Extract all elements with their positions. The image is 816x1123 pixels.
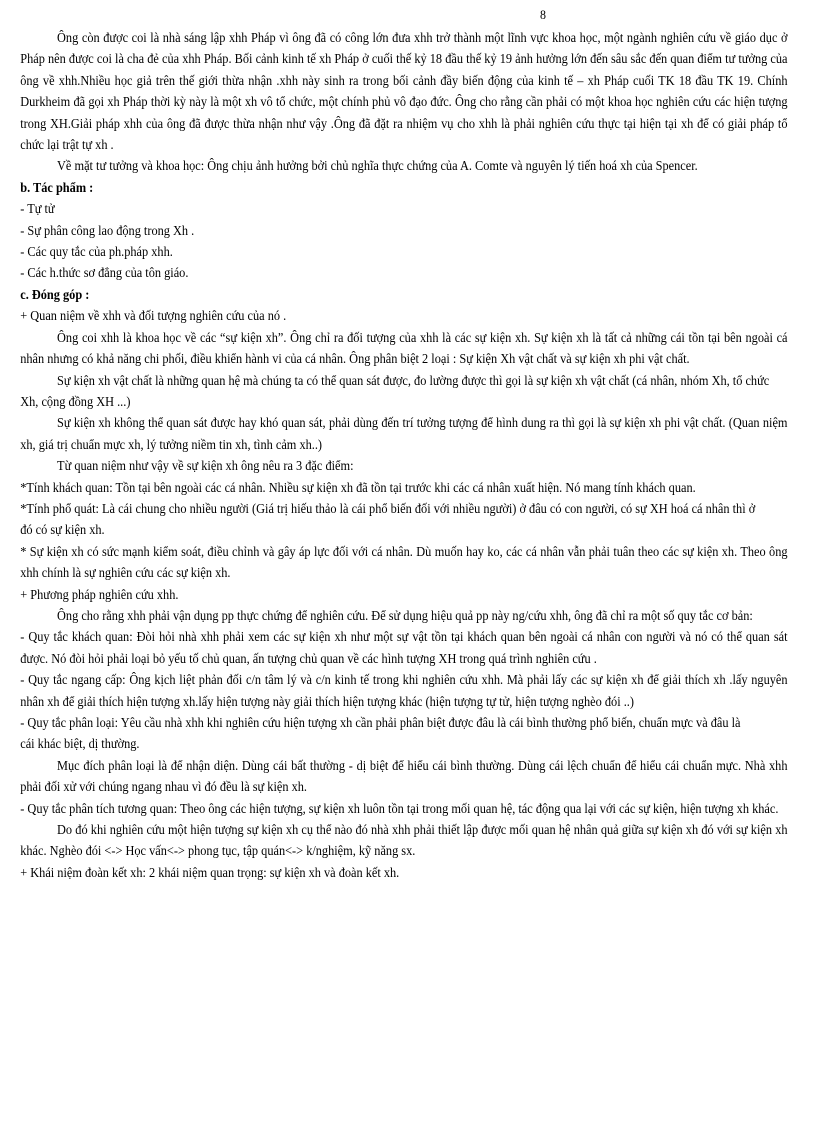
paragraph-three-features: Từ quan niệm như vậy về sự kiện xh ông nêu ra 3 đặc điểm:: [57, 458, 354, 474]
paragraph-ideological-influence: Về mặt tư tưởng và khoa học: Ông chịu ảnh hưởng bởi chủ nghĩa thực chứng của A. Comte và nguyên lý tiến hoá xh của Spencer.: [57, 158, 698, 174]
rule-objective: - Quy tắc khách quan: Đòi hỏi nhà xhh phải xem các sự kiện xh như một sự vật tồn tại khách quan bên ngoài cá nhân con người và nó có thể quan sát được. Nó đòi hỏi phải loại bỏ yếu tố chủ quan, ấn tượng chủ quan về các hình tượng XH trong quá trình nghiên cứu .: [20, 629, 788, 666]
page-number: 8: [540, 7, 547, 22]
feature-objectivity: *Tính khách quan: Tồn tại bên ngoài các cá nhân. Nhiều sự kiện xh đã tồn tại trước khi các cá nhân xuất hiện. Nó mang tính khách quan.: [20, 479, 696, 495]
list-item-work: - Các h.thức sơ đẳng của tôn giáo.: [20, 265, 189, 281]
paragraph-durkheim-background: Ông còn được coi là nhà sáng lập xhh Pháp vì ông đã có công lớn đưa xhh trở thành một lĩnh vực khoa học, một ngành nghiên cứu về giáo dục ở Pháp nên được coi là cha đẻ của xhh Pháp. Bối cảnh kinh tế xh Pháp ở cuối thế kỷ 18 đầu thế kỷ 19 ảnh hưởng lớn đến sâu sắc đến quan điểm tư tưởng của ông về xhh.Nhiều học giả trên thế giới thừa nhận .xhh này sinh ra trong bối cảnh đầy biến động của kinh tế – xh Pháp cuối TK 18 đầu TK 19. Chính Durkheim đã gọi xh Pháp thời kỳ này là một xh vô tổ chức, một chính phủ vô đạo đức. Ông cho rằng cần phải có một khoa học nghiên cứu các hiện tượng trong XH.Giải pháp xhh của ông đã được thừa nhận như vậy .Ông đã đặt ra nhiệm vụ cho xhh là phải nghiên cứu thực tại hiện tại xh để có giải pháp tổ chức lại trật tự xh .: [20, 30, 788, 153]
subheading-solidarity: + Khái niệm đoàn kết xh: 2 khái niệm quan trọng: sự kiện xh và đoàn kết xh.: [20, 864, 400, 880]
subheading-method: + Phương pháp nghiên cứu xhh.: [20, 586, 179, 602]
list-item-work: - Sự phân công lao động trong Xh .: [20, 222, 195, 238]
rule-same-level: - Quy tắc ngang cấp: Ông kịch liệt phản đối c/n tâm lý và c/n kinh tế trong khi nghiên cứu xhh. Mà phải lấy các sự kiện xh để giải thích xh .lấy nguyên nhân xh để giải thích hiện tượng xh.lấy hiện tượng này giải thích hiện tượng khác (hiện tượng tự tử, hiện tượng nghèo đói ..): [20, 672, 788, 709]
paragraph-material-facts: Sự kiện xh vật chất là những quan hệ mà chúng ta có thể quan sát được, đo lường được thì gọi là sự kiện xh vật chất (cá nhân, nhóm Xh, tổ chức: [57, 372, 770, 388]
paragraph-social-facts: Ông coi xhh là khoa học về các “sự kiện xh”. Ông chỉ ra đối tượng của xhh là các sự kiện xh. Sự kiện xh là tất cả những cái tồn tại bên ngoài cá nhân nhưng có khả năng chi phối, điều khiển hành vi của cá nhân. Ông phân biệt 2 loại : Sự kiện Xh vật chất và sự kiện xh phi vật chất.: [20, 329, 788, 367]
feature-universality: *Tính phổ quát: Là cái chung cho nhiều người (Giá trị hiếu thảo là cái phổ biến đối với nhiều người) ở đâu có con người, có sự XH hoá cá nhân thì ở: [20, 500, 756, 516]
subheading-concept: + Quan niệm về xhh và đối tượng nghiên cứu của nó .: [20, 308, 287, 324]
feature-coercion: * Sự kiện xh có sức mạnh kiểm soát, điều chỉnh và gây áp lực đối với cá nhân. Dù muốn hay ko, các cá nhân vẫn phải tuân theo các sự kiện xh. Theo ông xhh chính là sự nghiên cứu các sự kiện xh.: [20, 543, 788, 581]
rule-correlation: - Quy tắc phân tích tương quan: Theo ông các hiện tượng, sự kiện xh luôn tồn tại trong mối quan hệ, tác động qua lại với các sự kiện, hiện tượng xh khác.: [20, 800, 779, 816]
heading-contributions: c. Đóng góp :: [20, 286, 90, 302]
rule-classification-cont: cái khác biệt, dị thường.: [20, 736, 140, 752]
rule-classification: - Quy tắc phân loại: Yêu cầu nhà xhh khi nghiên cứu hiện tượng xh cần phải phân biệt được đâu là cái bình thường phổ biến, chuẩn mực và đâu là: [20, 715, 741, 730]
paragraph-nonmaterial-facts: Sự kiện xh không thể quan sát được hay khó quan sát, phải dùng đến trí tưởng tượng để hình dung ra thì gọi là sự kiện xh phi vật chất. (Quan niệm xh, giá trị chuẩn mực xh, lý tưởng niềm tin xh, tình cảm xh..): [20, 415, 788, 452]
heading-works: b. Tác phẩm :: [20, 179, 94, 195]
list-item-work: - Tự tử: [20, 201, 55, 217]
page-body: [20, 27, 787, 883]
list-item-work: - Các quy tắc của ph.pháp xhh.: [20, 244, 173, 260]
paragraph-causal-relations: Do đó khi nghiên cứu một hiện tượng sự kiện xh cụ thể nào đó nhà xhh phải thiết lập được mối quan hệ nhân quả giữa sự kiện xh đó với sự kiện xh khác. Nghèo đói <-> Học vấn<-> phong tục, tập quán<-> k/nghiệm, kỹ năng sx.: [20, 822, 788, 859]
paragraph-material-facts-cont: Xh, cộng đồng XH ...): [20, 393, 131, 409]
paragraph-positivism: Ông cho rằng xhh phải vận dụng pp thực chứng để nghiên cứu. Để sử dụng hiệu quả pp này ng/cứu xhh, ông đã chỉ ra một số quy tắc cơ bản:: [57, 607, 753, 623]
paragraph-classification-purpose: Mục đích phân loại là để nhận diện. Dùng cái bất thường - dị biệt để hiểu cái bình thường. Dùng cái lệch chuẩn để hiểu cái chuẩn mực. Nhà xhh phải đối xử với chúng ngang nhau vì đó đều là sự kiện xh.: [20, 757, 788, 795]
feature-universality-cont: đó có sự kiện xh.: [20, 522, 105, 538]
